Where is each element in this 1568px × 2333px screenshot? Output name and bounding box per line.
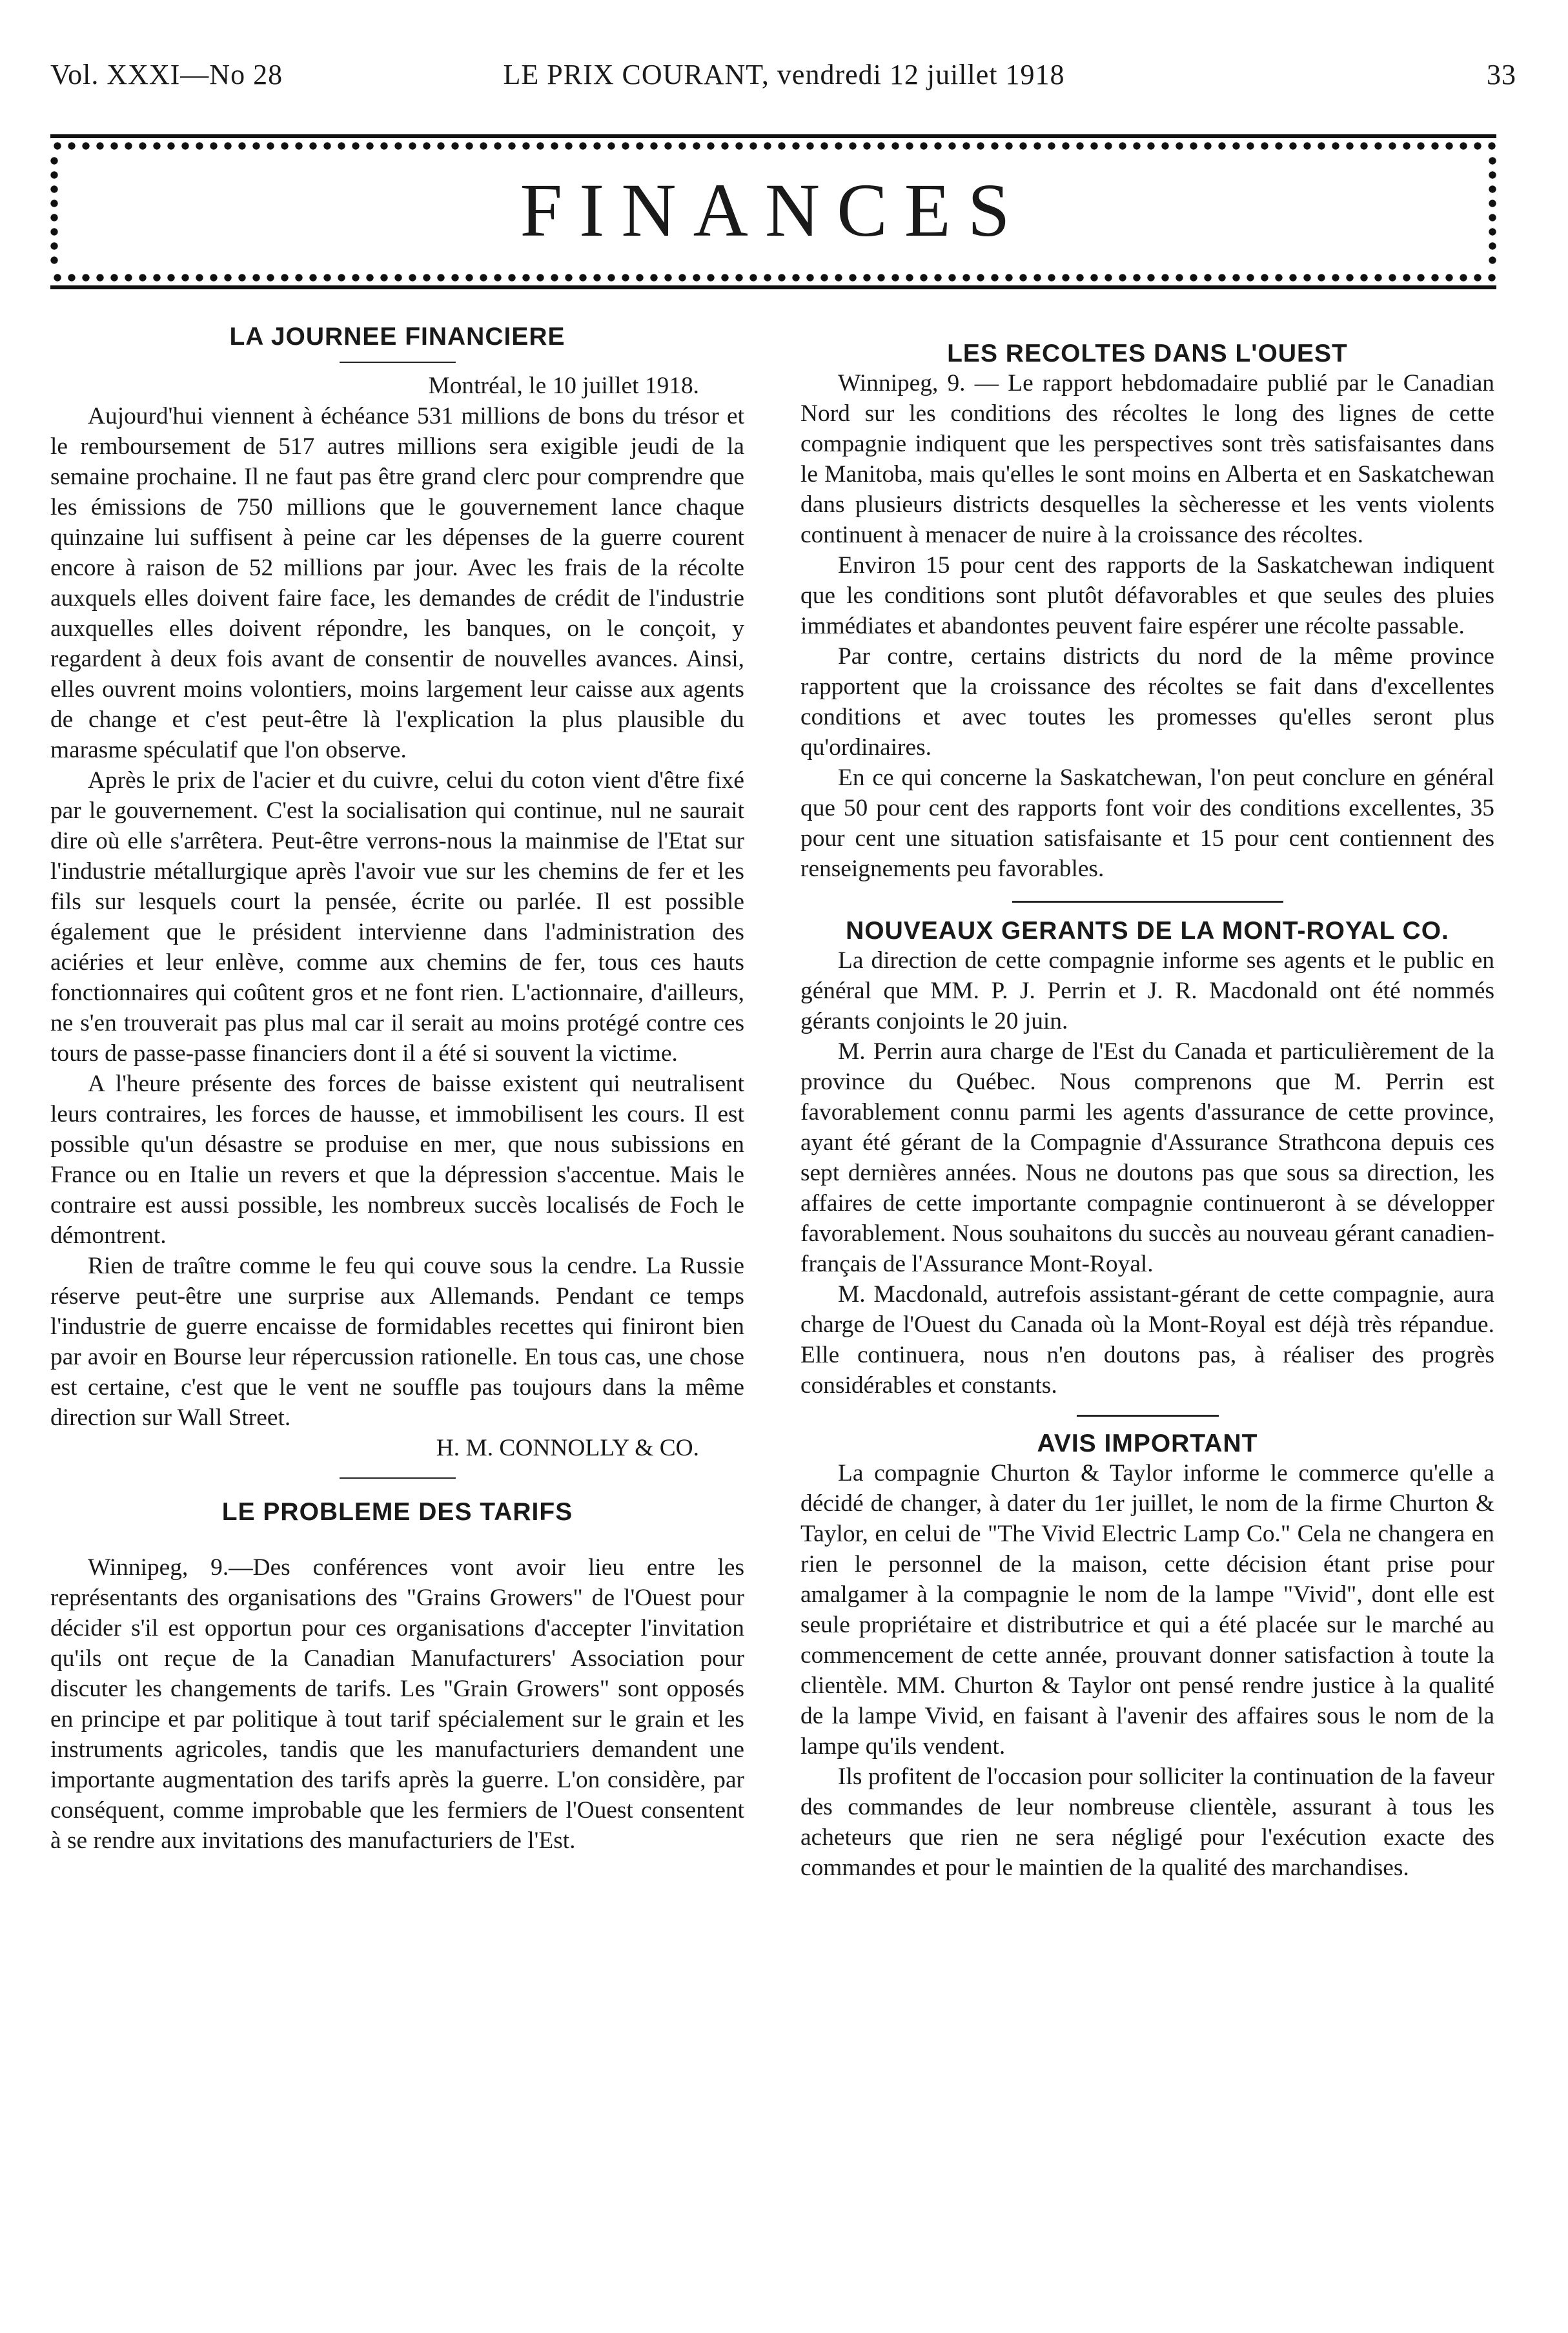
article-paragraph: Environ 15 pour cent des rapports de la Saskatchewan indiquent que les conditions sont plutôt défavorables et que seules des pluies immédiates et abandontes peuvent faire espérer une récolte passable.: [800, 552, 1494, 639]
article-paragraph: M. Perrin aura charge de l'Est du Canada et particulièrement de la province du Québec. Nous comprenons que M. Perrin est favorablement connu parmi les agents d'assurance de cette province, ayant été gérant de la Compagnie d'Assurance Strathcona depuis ces sept dernières années. Nous ne doutons pas que sous sa direction, les affaires de cette importante compagnie continueront à se développer favorablement. Nous souhaitons du succès au nouveau gérant canadien-français de l'Assurance Mont-Royal.: [800, 1038, 1494, 1277]
article-paragraph: A l'heure présente des forces de baisse existent qui neutralisent leurs contraires, les forces de hausse, et immobilisent les cours. Il est possible qu'un désastre se produise en mer, que nous subissions en France ou en Italie un revers et que la dépression s'accentue. Mais le contraire est aussi possible, les nombreux succès localisés de Foch le démontrent.: [50, 1071, 744, 1249]
article-dateline: Montréal, le 10 juillet 1918.: [428, 373, 699, 399]
section-banner: [50, 134, 1496, 289]
article-paragraph: La direction de cette compagnie informe ses agents et le public en général que MM. P. J. Perrin et J. R. Macdonald ont été nommés gérants conjoints le 20 juin.: [800, 947, 1494, 1034]
article-paragraph: Aujourd'hui viennent à échéance 531 millions de bons du trésor et le remboursement de 517 autres millions sera exigible jeudi de la semaine prochaine. Il ne faut pas être grand clerc pour comprendre que les émissions de 750 millions que le gouvernement lance chaque quinzaine lui suffisent à peine car les dépenses de la guerre courent encore à raison de 52 millions par jour. Avec les frais de la récolte auxquels elles doivent faire face, les demandes de crédit de l'industrie auxquelles elles doivent répondre, les banques, on le conçoit, y regardent à deux fois avant de consentir de nouvelles avances. Ainsi, elles ouvrent moins volontiers, moins largement leur caisse aux agents de change et c'est peut-être là l'explication la plus plausible du marasme spéculatif que l'on observe.: [50, 403, 744, 763]
left-column: [50, 323, 744, 1856]
volume-number: Vol. XXXI—No 28: [50, 59, 283, 90]
article-title-tarifs: LE PROBLEME DES TARIFS: [221, 1498, 573, 1526]
article-paragraph: Ils profitent de l'occasion pour solliciter la continuation de la faveur des commandes de leur nombreuse clientèle, assurant à tous les acheteurs que rien ne sera négligé pour l'exécution exacte des commandes et pour le maintien de la qualité des marchandises.: [800, 1763, 1494, 1881]
banner-beads-top: [50, 142, 1496, 150]
article-paragraph: Après le prix de l'acier et du cuivre, celui du coton vient d'être fixé par le gouvernement. C'est la socialisation qui continue, nul ne saurait dire où elle s'arrêtera. Peut-être verrons-nous la mainmise de l'Etat sur l'industrie métallurgique après l'avoir vue sur les chemins de fer et les fils sur lesquels court la pensée, écrite ou parlée. Il est possible également que le président intervienne dans l'administration des aciéries et leur enlève, comme aux chemins de fer, tous ces hauts fonctionnaires qui coûtent gros et ne font rien. L'actionnaire, d'ailleurs, ne s'en trouverait pas plus mal car il serait au moins protégé contre ces tours de passe-passe financiers dont il a été si souvent la victime.: [50, 767, 744, 1067]
section-rule: [1077, 1415, 1219, 1417]
article-title-gerants: NOUVEAUX GERANTS DE LA MONT-ROYAL CO.: [846, 917, 1449, 945]
article-paragraph: Rien de traître comme le feu qui couve sous la cendre. La Russie réserve peut-être une surprise aux Allemands. Pendant ce temps l'industrie de guerre encaisse de formidables recettes qui finiront bien par avoir en Bourse leur répercussion rationelle. En tous cas, une chose est certaine, c'est que le vent ne souffle pas toujours dans la même direction sur Wall Street.: [50, 1253, 744, 1431]
article-title-recoltes: LES RECOLTES DANS L'OUEST: [947, 340, 1348, 367]
article-paragraph: Par contre, certains districts du nord de la même province rapportent que la croissance des récoltes se fait dans d'excellentes conditions et avec toutes les promesses qu'elles seront plus qu'ordinaires.: [800, 643, 1494, 761]
article-paragraph: Winnipeg, 9.—Des conférences vont avoir lieu entre les représentants des organisations des "Grains Growers" de l'Ouest pour décider s'il est opportun pour ces organisations d'accepter l'invitation qu'ils ont reçue de la Canadian Manufacturers' Association pour discuter les changements de tarifs. Les "Grain Growers" sont opposés en principe et par politique à tout tarif spécialement sur le grain et les instruments agricoles, tandis que les manufacturiers demandent une importante augmentation des tarifs après la guerre. L'on considère, par conséquent, comme improbable que les fermiers de l'Ouest consentent à se rendre aux invitations des manufacturiers de l'Est.: [50, 1554, 744, 1854]
section-rule: [1012, 901, 1283, 903]
section-rule: [340, 1477, 456, 1479]
right-column: [800, 323, 1494, 1883]
article-paragraph: Winnipeg, 9. — Le rapport hebdomadaire publié par le Canadian Nord sur les conditions des récoltes le long des lignes de cette compagnie indiquent que les perspectives sont très satisfaisantes dans le Manitoba, mais qu'elles le sont moins en Alberta et en Saskatchewan dans plusieurs districts desquelles la sècheresse et les vents violents continuent à menacer de nuire à la croissance des récoltes.: [800, 370, 1494, 548]
title-rule: [340, 362, 456, 363]
article-title-avis: AVIS IMPORTANT: [1037, 1430, 1258, 1457]
banner-rule-bottom: [50, 285, 1496, 289]
banner-rule-top: [50, 134, 1496, 138]
article-paragraph: En ce qui concerne la Saskatchewan, l'on peut conclure en général que 50 pour cent des rapports font voir des conditions excellentes, 35 pour cent une situation satisfaisante et 15 pour cent contiennent des renseignements peu favorables.: [800, 765, 1494, 882]
section-title: FINANCES: [520, 168, 1027, 252]
article-title-journee: LA JOURNEE FINANCIERE: [229, 323, 565, 351]
banner-beads-bottom: [50, 274, 1496, 282]
article-paragraph: M. Macdonald, autrefois assistant-gérant de cette compagnie, aura charge de l'Ouest du Canada où la Mont-Royal est déjà très répandue. Elle continuera, nous n'en doutons pas, à réaliser des progrès considérables et constants.: [800, 1281, 1494, 1399]
article-signature: H. M. CONNOLLY & CO.: [436, 1435, 699, 1461]
publication-title: LE PRIX COURANT, vendredi 12 juillet 1918: [503, 59, 1065, 90]
page-number: 33: [1487, 59, 1516, 90]
article-paragraph: La compagnie Churton & Taylor informe le commerce qu'elle a décidé de changer, à dater du 1er juillet, le nom de la firme Churton & Taylor, en celui de "The Vivid Electric Lamp Co." Cela ne changera en rien le personnel de la maison, cette décision étant prise pour amalgamer à la compagnie le nom de la lampe "Vivid", dont elle est seule propriétaire et distributrice et qui a été placée sur le marché au commencement de cette année, prouvant donner satisfaction à toute la clientèle. MM. Churton & Taylor ont pensé rendre justice à la qualité de la lampe Vivid, en faisant à l'avenir des affaires sous le nom de la lampe qu'ils vendent.: [800, 1460, 1494, 1760]
